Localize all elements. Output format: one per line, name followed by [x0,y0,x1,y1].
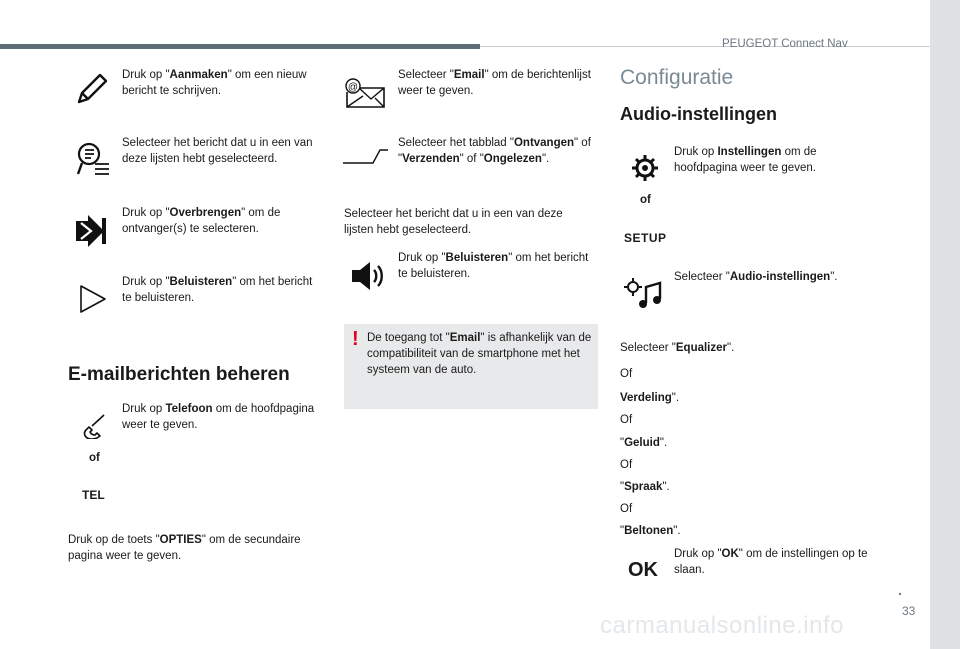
pencil-icon [74,72,108,106]
tel-label: TEL [82,488,105,502]
verdeling-text: Verdeling". [620,392,680,404]
note-warning-icon: ! [352,328,359,350]
email-heading: E-mailberichten beheren [68,364,290,385]
audio-settings-icon [624,277,662,311]
of-3: Of [620,459,633,471]
forward-text: Druk op "Overbrengen" om de ontvanger(s) te selecteren. [122,207,281,235]
settings-text: Druk op Instellingen om de hoofdpagina weer te geven. [674,146,817,174]
speaker-icon [350,259,386,293]
play-icon [79,284,107,314]
create-message-text: Druk op "Aanmaken" om een nieuw bericht te schrijven. [122,69,307,97]
select-message-text-2: Selecteer het bericht dat u in een van deze lijsten hebt geselecteerd. [344,208,563,236]
page-marker: . [898,582,902,598]
top-rule [0,44,480,49]
email-icon [345,78,385,108]
watermark: carmanualsonline.info [600,612,844,639]
spraak-text: "Spraak". [620,481,670,493]
tab-icon [343,148,389,164]
ok-icon: OK [628,559,658,581]
options-text: Druk op de toets "OPTIES" om de secundaire pagina weer te geven. [68,534,301,562]
header-brand: PEUGEOT Connect Nav [722,38,848,50]
beltonen-text: "Beltonen". [620,525,681,537]
audio-settings-text: Selecteer "Audio-instellingen". [674,271,838,283]
equalizer-text: Selecteer "Equalizer". [620,342,735,354]
ok-text: Druk op "OK" om de instellingen op te slaan. [674,548,868,576]
tab-text: Selecteer het tabblad "Ontvangen" of "Verzenden" of "Ongelezen". [398,137,591,165]
right-sidebar [930,0,960,649]
setup-label: SETUP [624,231,667,245]
page-number: 33 [902,604,916,618]
message-list-icon [73,140,111,178]
of-label-right: of [640,194,651,206]
config-heading: Configuratie [620,66,734,89]
note-text: De toegang tot "Email" is afhankelijk van de compatibiliteit van de smartphone met het systeem van de auto. [367,332,592,376]
of-1: Of [620,368,633,380]
of-label-left: of [89,452,100,464]
email-text: Selecteer "Email" om de berichtenlijst weer te geven. [398,69,591,97]
select-message-text: Selecteer het bericht dat u in een van deze lijsten hebt geselecteerd. [122,137,313,165]
forward-icon [76,215,106,247]
top-rule-thin [480,46,930,47]
listen-text: Druk op "Beluisteren" om het bericht te beluisteren. [122,276,313,304]
of-2: Of [620,414,633,426]
listen-text-2: Druk op "Beluisteren" om het bericht te beluisteren. [398,252,589,280]
gear-icon [630,153,660,183]
audio-heading: Audio-instellingen [620,104,777,124]
geluid-text: "Geluid". [620,437,668,449]
telefoon-text: Druk op Telefoon om de hoofdpagina weer te geven. [122,403,315,431]
of-4: Of [620,503,633,515]
phone-icon [82,413,108,439]
svg-text:@: @ [347,82,359,93]
